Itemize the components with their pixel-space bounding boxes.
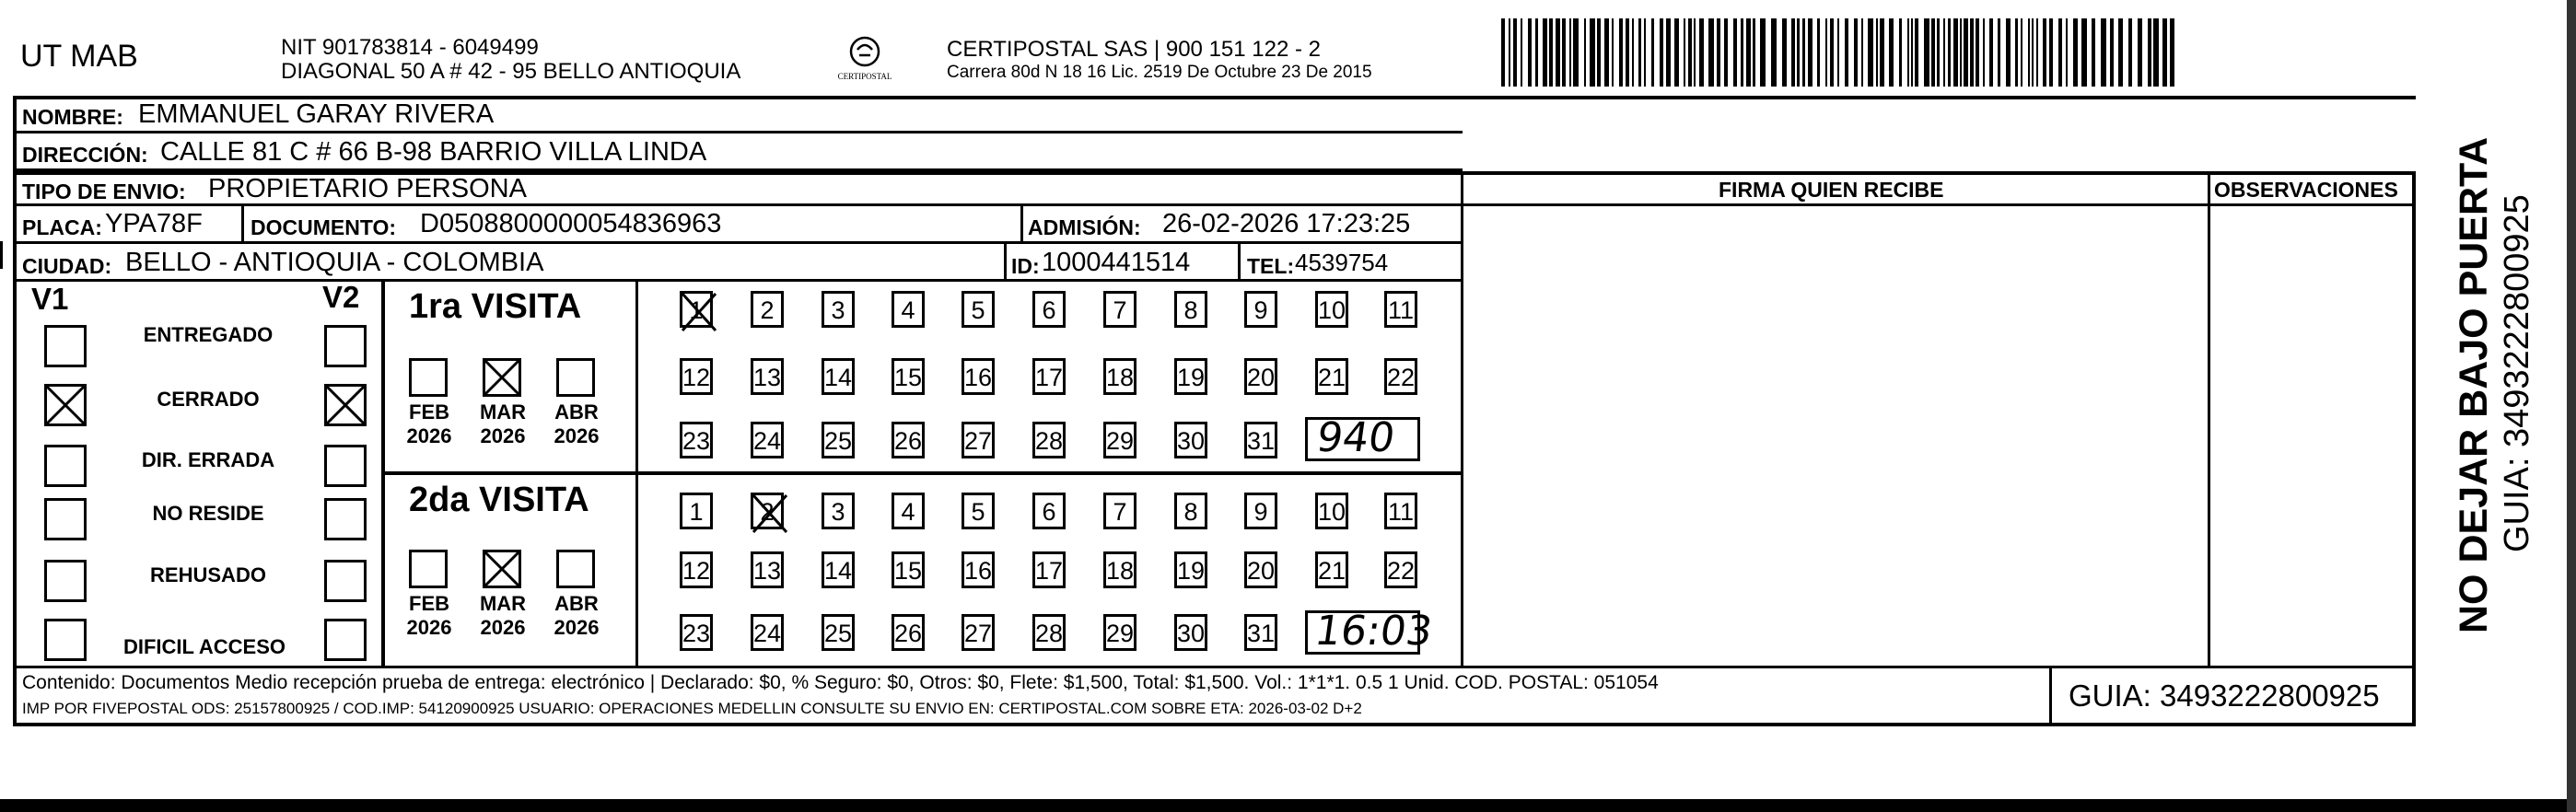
footer-imp-line: IMP POR FIVEPOSTAL ODS: 25157800925 / COD.IMP: 54120900925 USUARIO: OPERACIONES MEDELLIN CONSULTE SU ENVIO EN: CERTIPOSTAL.COM SOBRE ETA: 2026-03-02 D+2: [22, 700, 1362, 717]
visit1-day-label: 31: [1247, 427, 1276, 455]
visit1-day-box[interactable]: [962, 422, 995, 458]
visit1-month-caption: [466, 400, 540, 448]
visit1-day-label: 10: [1318, 296, 1346, 324]
visit2-day-box[interactable]: [892, 551, 925, 588]
visit2-day-label: 17: [1035, 557, 1064, 585]
visit1-day-label: 19: [1177, 364, 1206, 391]
visit2-day-box[interactable]: [680, 493, 713, 529]
visit2-day-box[interactable]: [1103, 493, 1136, 529]
visit1-day-box[interactable]: [1315, 291, 1348, 328]
visit1-month-label: FEB: [409, 400, 449, 423]
visit2-day-label: 27: [964, 620, 993, 647]
tel-label: TEL:: [1247, 254, 1295, 278]
visit1-day-box[interactable]: [962, 291, 995, 328]
visit2-day-box[interactable]: [1315, 551, 1348, 588]
signature-left-border: [1461, 171, 1463, 667]
visit1-day-box[interactable]: [892, 291, 925, 328]
visit2-day-label: 18: [1106, 557, 1135, 585]
company-name: UT MAB: [20, 39, 138, 74]
visit2-day-label: 3: [831, 498, 845, 526]
shipment-type: PROPIETARIO PERSONA: [208, 174, 527, 203]
visit1-day-label: 7: [1113, 296, 1127, 324]
visit1-day-label: 6: [1042, 296, 1056, 324]
visit2-day-label: 7: [1113, 498, 1127, 526]
visit1-day-label: 27: [964, 427, 993, 455]
visit1-day-label: 2: [760, 296, 775, 324]
company-address: DIAGONAL 50 A # 42 - 95 BELLO ANTIOQUIA: [281, 59, 741, 84]
status-label: NO RESIDE: [152, 502, 264, 525]
visit2-day-label: 26: [894, 620, 923, 647]
visit1-day-box[interactable]: [1103, 422, 1136, 458]
visit1-day-label: 15: [894, 364, 923, 391]
visit2-day-box[interactable]: [1384, 551, 1417, 588]
observations-header: OBSERVACIONES: [2214, 178, 2398, 202]
visit1-month-mark: [483, 358, 521, 397]
carrier-license: Carrera 80d N 18 16 Lic. 2519 De Octubre 23 De 2015: [947, 63, 1372, 82]
visit1-day-label: 4: [901, 296, 915, 324]
visit2-day-box[interactable]: [1032, 493, 1066, 529]
visit2-day-box[interactable]: [1244, 493, 1277, 529]
visit1-day-box[interactable]: [822, 422, 855, 458]
side-warning: NO DEJAR BAJO PUERTA: [2452, 136, 2496, 633]
visit2-day-label: 5: [971, 498, 985, 526]
visit1-day-box[interactable]: [1103, 291, 1136, 328]
visit2-month-caption: [540, 592, 613, 640]
visit2-title: 2da VISITA: [409, 481, 589, 519]
cell-sep: [1004, 242, 1007, 280]
v1-checkbox[interactable]: [44, 325, 87, 367]
visit1-day-box[interactable]: [1244, 291, 1277, 328]
v2-checkbox[interactable]: [324, 619, 367, 661]
visit2-day-label: 21: [1318, 557, 1346, 585]
status-label: CERRADO: [157, 388, 260, 411]
visit1-day-box[interactable]: [680, 291, 713, 328]
status-label: DIR. ERRADA: [141, 448, 275, 471]
visit2-day-box[interactable]: [822, 614, 855, 651]
visit1-day-label: 29: [1106, 427, 1135, 455]
visit1-day-box[interactable]: [962, 358, 995, 395]
visit1-day-box[interactable]: [1174, 291, 1207, 328]
visit2-day-box[interactable]: [822, 493, 855, 529]
v1-checkbox[interactable]: [44, 498, 87, 540]
visit1-month-label: MAR: [479, 400, 527, 423]
signature-header: FIRMA QUIEN RECIBE: [1719, 178, 1944, 202]
visit1-day-box[interactable]: [751, 291, 784, 328]
visit2-day-box[interactable]: [1384, 493, 1417, 529]
main-frame-right: [2412, 173, 2416, 725]
visit1-month-label: ABR: [554, 400, 599, 423]
visit1-day-label: 18: [1106, 364, 1135, 391]
visit2-day-label: 23: [682, 620, 711, 647]
visit1-day-label: 9: [1253, 296, 1268, 324]
visit1-day-label: 13: [753, 364, 782, 391]
visit2-month-checkbox[interactable]: [483, 550, 521, 588]
v1-label: V1: [31, 282, 69, 316]
visit2-month-year: 2026: [554, 616, 600, 639]
visit2-day-box[interactable]: [962, 551, 995, 588]
scan-mark: [0, 241, 3, 269]
id-label: ID:: [1011, 254, 1040, 278]
visit2-day-label: 13: [753, 557, 782, 585]
visit1-month-year: 2026: [406, 424, 452, 447]
visit1-day-box[interactable]: [822, 358, 855, 395]
visit1-day-box[interactable]: [751, 358, 784, 395]
address-label: DIRECCIÓN:: [22, 143, 148, 167]
visit1-month-checkbox[interactable]: [483, 358, 521, 397]
footer-top-border: [13, 666, 2416, 668]
v2-checkbox[interactable]: [324, 325, 367, 367]
certipostal-logo: [824, 33, 905, 88]
visit1-month-checkbox[interactable]: [409, 358, 448, 397]
barcode: [1501, 18, 2183, 87]
document-label: DOCUMENTO:: [251, 215, 397, 239]
v2-checkbox[interactable]: [324, 560, 367, 602]
footer-guia: GUIA: 3493222800925: [2069, 679, 2380, 713]
observations-left-border: [2208, 171, 2210, 667]
visit2-month-caption: [392, 592, 466, 640]
visit2-day-label: 9: [1253, 498, 1268, 526]
visit2-day-box[interactable]: [680, 614, 713, 651]
visit2-day-box[interactable]: [1174, 614, 1207, 651]
cell-sep: [1020, 204, 1023, 243]
right-edge: [2567, 0, 2576, 812]
type-label: TIPO DE ENVIO:: [22, 180, 186, 203]
visit1-day-box[interactable]: [751, 422, 784, 458]
visit2-day-box[interactable]: [1032, 614, 1066, 651]
visit2-day-label: 15: [894, 557, 923, 585]
cell-sep: [241, 204, 244, 243]
city-value: BELLO - ANTIOQUIA - COLOMBIA: [125, 248, 544, 277]
visit1-day-label: 16: [964, 364, 993, 391]
visit1-day-label: 14: [824, 364, 853, 391]
visit2-month-label: FEB: [409, 592, 449, 615]
v2-checkbox[interactable]: [324, 445, 367, 487]
visit1-day-box[interactable]: [1032, 358, 1066, 395]
document-value: D0508800000054836963: [420, 209, 722, 238]
visit2-day-box[interactable]: [1244, 614, 1277, 651]
admission-value: 26-02-2026 17:23:25: [1162, 209, 1411, 238]
visit1-day-box[interactable]: [1032, 291, 1066, 328]
visit2-month-year: 2026: [480, 616, 526, 639]
visit2-handwritten-time: 16:03: [1311, 608, 1436, 655]
visit2-day-label: 22: [1387, 557, 1416, 585]
visit1-day-box[interactable]: [892, 422, 925, 458]
visit2-month-mark: [483, 550, 521, 588]
visit2-day-box[interactable]: [1032, 551, 1066, 588]
visit1-day-box[interactable]: [1174, 422, 1207, 458]
visit2-day-label: 10: [1318, 498, 1346, 526]
v1-checkbox[interactable]: [44, 619, 87, 661]
visit2-day-label: 4: [901, 498, 915, 526]
visit1-day-label: 17: [1035, 364, 1064, 391]
visit1-day-label: 20: [1247, 364, 1276, 391]
visit1-day-label: 21: [1318, 364, 1346, 391]
recipient-name: EMMANUEL GARAY RIVERA: [138, 99, 495, 129]
visit2-day-box[interactable]: [892, 614, 925, 651]
v1-checkbox[interactable]: [44, 384, 87, 426]
visit2-day-box[interactable]: [962, 614, 995, 651]
visit2-day-label: 30: [1177, 620, 1206, 647]
visit1-day-mark: [680, 291, 718, 333]
visit1-day-label: 26: [894, 427, 923, 455]
visit2-day-box[interactable]: [1174, 493, 1207, 529]
visit1-day-box[interactable]: [1384, 358, 1417, 395]
visit1-day-box[interactable]: [822, 291, 855, 328]
visit-divider: [381, 471, 1463, 475]
visit1-day-label: 1: [689, 296, 704, 324]
visit1-month-caption: [540, 400, 613, 448]
guia-box-left: [2049, 666, 2052, 723]
visit2-month-label: ABR: [554, 592, 599, 615]
bottom-edge: [0, 799, 2576, 812]
status-label: REHUSADO: [150, 563, 266, 586]
visit1-month-caption: [392, 400, 466, 448]
status-label: DIFICIL ACCESO: [122, 635, 286, 658]
v1-checkbox[interactable]: [44, 445, 87, 487]
visit1-day-box[interactable]: [680, 358, 713, 395]
visit2-day-box[interactable]: [680, 551, 713, 588]
visit1-day-box[interactable]: [1032, 422, 1066, 458]
visit1-day-label: 28: [1035, 427, 1064, 455]
visit1-day-label: 30: [1177, 427, 1206, 455]
visit2-day-label: 2: [760, 498, 775, 526]
side-guia: GUIA: 3493222800925: [2498, 194, 2536, 552]
visit1-day-box[interactable]: [1315, 358, 1348, 395]
visit2-day-label: 14: [824, 557, 853, 585]
v2-label: V2: [322, 280, 360, 314]
tel-value: 4539754: [1295, 249, 1389, 276]
visit1-day-box[interactable]: [1103, 358, 1136, 395]
visit2-day-label: 1: [689, 498, 704, 526]
visit2-day-label: 11: [1387, 498, 1415, 526]
visit2-day-label: 28: [1035, 620, 1064, 647]
row-line: [13, 279, 1463, 282]
row-line: [13, 241, 1463, 244]
visit2-day-box[interactable]: [1244, 551, 1277, 588]
visit2-day-box[interactable]: [751, 551, 784, 588]
cell-sep: [1238, 242, 1241, 280]
visit2-month-caption: [466, 592, 540, 640]
name-label: NOMBRE:: [22, 105, 123, 129]
v2-check-mark: [324, 384, 367, 426]
visit2-month-label: MAR: [479, 592, 527, 615]
v2-checkbox[interactable]: [324, 498, 367, 540]
visit1-day-label: 23: [682, 427, 711, 455]
visit1-month-checkbox[interactable]: [556, 358, 595, 397]
row-line: [13, 131, 1463, 133]
visit1-day-label: 11: [1387, 296, 1415, 324]
visit1-month-year: 2026: [480, 424, 526, 447]
carrier-name: CERTIPOSTAL SAS | 900 151 122 - 2: [947, 37, 1321, 62]
visit2-day-box[interactable]: [1174, 551, 1207, 588]
visit1-day-box[interactable]: [1174, 358, 1207, 395]
visit1-handwritten-time: 940: [1313, 414, 1398, 461]
visit2-day-box[interactable]: [1103, 614, 1136, 651]
visit2-day-label: 31: [1247, 620, 1276, 647]
visit1-day-box[interactable]: [892, 358, 925, 395]
svg-text:CERTIPOSTAL: CERTIPOSTAL: [837, 72, 892, 81]
v1-checkbox[interactable]: [44, 560, 87, 602]
v2-checkbox[interactable]: [324, 384, 367, 426]
visit1-day-label: 3: [831, 296, 845, 324]
plate-value: YPA78F: [105, 209, 203, 238]
main-frame-left: [13, 96, 17, 725]
admission-label: ADMISIÓN:: [1028, 215, 1141, 239]
visit1-month-year: 2026: [554, 424, 600, 447]
visit2-day-label: 8: [1183, 498, 1198, 526]
id-value: 1000441514: [1042, 248, 1191, 277]
visit1-title: 1ra VISITA: [409, 287, 582, 326]
footer-content-line: Contenido: Documentos Medio recepción prueba de entrega: electrónico | Declarado: $0, % Seguro: $0, Otros: $0, Flete: $1,500, Total: $1,500. Vol.: 1*1*1. 0.5 1 Unid. COD. POSTAL: 051054: [22, 672, 1659, 693]
visit1-day-label: 24: [753, 427, 782, 455]
visit2-day-label: 20: [1247, 557, 1276, 585]
visit1-day-box[interactable]: [1244, 358, 1277, 395]
visit1-day-label: 12: [682, 364, 711, 391]
visit1-day-label: 5: [971, 296, 985, 324]
visit2-month-checkbox[interactable]: [556, 550, 595, 588]
visit2-day-label: 29: [1106, 620, 1135, 647]
visit1-day-box[interactable]: [680, 422, 713, 458]
visit2-day-label: 19: [1177, 557, 1206, 585]
visit1-day-label: 22: [1387, 364, 1416, 391]
visit2-day-box[interactable]: [962, 493, 995, 529]
visit2-month-checkbox[interactable]: [409, 550, 448, 588]
visit2-day-label: 16: [964, 557, 993, 585]
visit2-day-label: 25: [824, 620, 853, 647]
visit2-day-box[interactable]: [751, 614, 784, 651]
plate-label: PLACA:: [22, 215, 102, 239]
visit1-day-box[interactable]: [1244, 422, 1277, 458]
visit1-day-label: 25: [824, 427, 853, 455]
status-label: ENTREGADO: [143, 323, 274, 346]
main-frame-bottom: [13, 723, 2416, 726]
visit2-day-box[interactable]: [751, 493, 784, 529]
visit2-day-box[interactable]: [892, 493, 925, 529]
visit2-day-label: 12: [682, 557, 711, 585]
v1-check-mark: [44, 384, 87, 426]
visit2-day-box[interactable]: [1315, 493, 1348, 529]
visit2-day-label: 6: [1042, 498, 1056, 526]
city-label: CIUDAD:: [22, 254, 112, 278]
recipient-address: CALLE 81 C # 66 B-98 BARRIO VILLA LINDA: [160, 137, 707, 167]
visit2-day-box[interactable]: [1103, 551, 1136, 588]
visit2-day-box[interactable]: [822, 551, 855, 588]
visit1-day-box[interactable]: [1384, 291, 1417, 328]
visit2-month-year: 2026: [406, 616, 452, 639]
visit2-day-mark: [751, 493, 789, 535]
company-nit: NIT 901783814 - 6049499: [281, 35, 539, 60]
visit1-day-label: 8: [1183, 296, 1198, 324]
visit2-day-label: 24: [753, 620, 782, 647]
